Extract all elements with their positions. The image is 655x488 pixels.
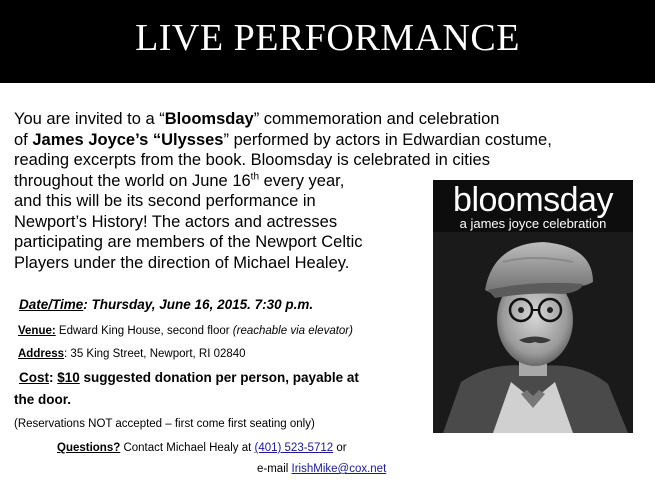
joyce-portrait-illustration xyxy=(433,232,633,433)
cost-text: suggested donation per person, payable at xyxy=(79,370,359,385)
address-label: Address xyxy=(18,348,65,360)
intro-line-7: participating are members of the Newport Celtic xyxy=(14,233,363,251)
ordinal-suffix: th xyxy=(250,171,260,182)
questions-label: Questions? xyxy=(57,442,121,454)
address-line xyxy=(18,348,246,360)
questions-text: Contact Michael Healy at xyxy=(120,442,255,454)
bloomsday-bold: Bloomsday xyxy=(164,110,254,128)
intro-line-3: reading excerpts from the book. Bloomsday is celebrated in cities xyxy=(14,151,490,169)
intro-text: of xyxy=(14,130,33,149)
intro-text: ” performed by actors in Edwardian costume, xyxy=(223,130,552,149)
questions-line xyxy=(57,442,347,454)
venue-label: Venue: xyxy=(18,325,56,337)
datetime-label: Date/Time xyxy=(19,297,84,312)
cost-label: Cost xyxy=(19,370,49,385)
datetime-line xyxy=(19,297,313,312)
poster-subtitle: a james joyce celebration xyxy=(459,216,607,231)
intro-text: every year, xyxy=(259,171,345,190)
ulysses-bold: James Joyce’s “Ulysses xyxy=(32,130,224,149)
email-prefix: e-mail xyxy=(257,463,292,475)
intro-line-1 xyxy=(14,109,552,130)
header-banner xyxy=(0,0,655,83)
intro-line-5: and this will be its second performance in xyxy=(14,192,316,210)
cost-line-2: the door. xyxy=(14,392,71,407)
intro-line-2 xyxy=(14,130,552,151)
cost-separator: : xyxy=(49,370,58,385)
intro-text: You are invited to a “ xyxy=(14,110,165,128)
email-link[interactable]: IrishMike@cox.net xyxy=(291,463,387,475)
phone-link[interactable]: (401) 523-5712 xyxy=(254,442,334,454)
venue-line xyxy=(18,325,353,337)
intro-line-6: Newport’s History! The actors and actresses xyxy=(14,212,338,231)
poster-title: bloomsday xyxy=(453,181,613,219)
banner-title: LIVE PERFORMANCE xyxy=(135,17,520,59)
reservations-note: (Reservations NOT accepted – first come first seating only) xyxy=(14,418,315,430)
venue-value: Edward King House, second floor xyxy=(55,325,233,337)
venue-note: (reachable via elevator) xyxy=(232,325,353,337)
cost-amount: $10 xyxy=(57,370,80,385)
questions-or: or xyxy=(333,442,347,454)
address-value: : 35 King Street, Newport, RI 02840 xyxy=(64,348,246,360)
intro-line-8: Players under the direction of Michael Healey. xyxy=(14,253,350,272)
email-line xyxy=(257,463,386,475)
datetime-value: : Thursday, June 16, 2015. 7:30 p.m. xyxy=(83,297,314,312)
intro-text: ” commemoration and celebration xyxy=(253,110,500,128)
bloomsday-poster-image xyxy=(433,180,633,433)
intro-text: throughout the world on June 16 xyxy=(14,171,251,190)
cost-line xyxy=(19,370,359,385)
